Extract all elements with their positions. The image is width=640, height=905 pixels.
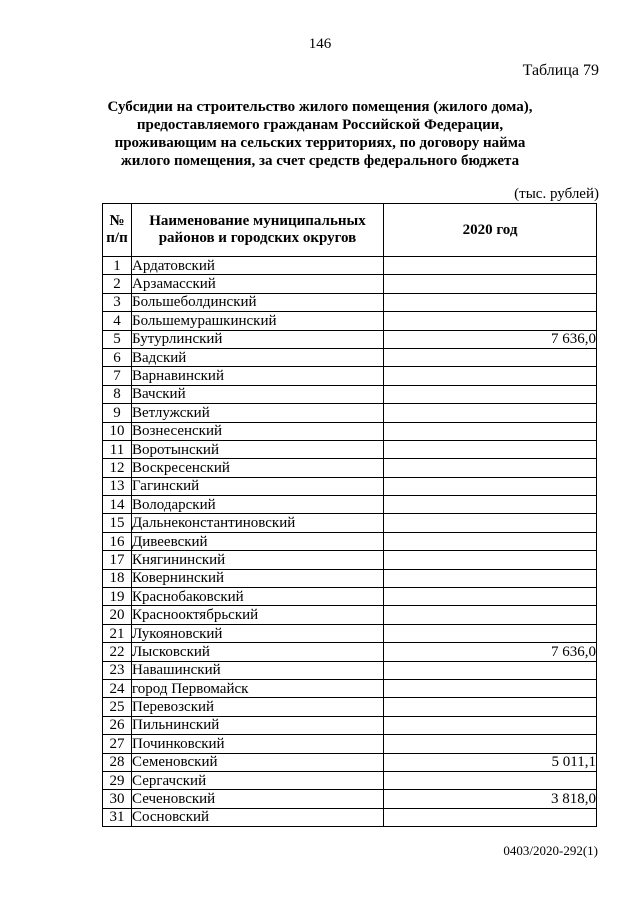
district-name-cell: Починковский [132,735,384,753]
district-name-cell: Семеновский [132,753,384,771]
subsidy-value-cell [384,551,597,569]
row-number-cell: 24 [103,679,132,697]
row-number-cell: 23 [103,661,132,679]
district-name-cell: Лукояновский [132,624,384,642]
table-row [103,440,597,458]
row-number-cell: 16 [103,532,132,550]
subsidy-value-cell [384,808,597,826]
row-number-cell: 1 [103,257,132,275]
subsidy-value-cell [384,496,597,514]
subsidy-value-cell [384,661,597,679]
district-name-cell: Ветлужский [132,404,384,422]
subsidy-value-cell [384,679,597,697]
subsidy-value-cell [384,348,597,366]
subsidy-value-cell [384,532,597,550]
subsidy-value-cell: 7 636,0 [384,643,597,661]
subsidy-value-cell [384,606,597,624]
subsidy-value-cell [384,367,597,385]
row-number-cell: 7 [103,367,132,385]
row-number-cell: 29 [103,771,132,789]
district-name-cell: Арзамасский [132,275,384,293]
header-num: № п/п [103,204,132,257]
district-name-cell: Дальнеконстантиновский [132,514,384,532]
district-name-cell: Краснооктябрьский [132,606,384,624]
subsidy-value-cell [384,477,597,495]
table-row [103,404,597,422]
subsidy-value-cell [384,771,597,789]
subsidy-value-cell [384,514,597,532]
subsidy-value-cell [384,588,597,606]
district-name-cell: Володарский [132,496,384,514]
district-name-cell: Большеболдинский [132,293,384,311]
subsidy-value-cell [384,459,597,477]
table-row [103,661,597,679]
district-name-cell: Воскресенский [132,459,384,477]
row-number-cell: 6 [103,348,132,366]
table-row [103,532,597,550]
subsidy-value-cell [384,624,597,642]
subsidy-value-cell [384,257,597,275]
table-row [103,569,597,587]
table-row [103,312,597,330]
row-number-cell: 18 [103,569,132,587]
row-number-cell: 8 [103,385,132,403]
district-name-cell: Навашинский [132,661,384,679]
row-number-cell: 17 [103,551,132,569]
table-row [103,753,597,771]
subsidy-value-cell [384,698,597,716]
table-row [103,514,597,532]
subsidy-value-cell [384,404,597,422]
row-number-cell: 10 [103,422,132,440]
header-name: Наименование муниципальных районов и городских округов [132,204,384,257]
table-row [103,698,597,716]
row-number-cell: 5 [103,330,132,348]
row-number-cell: 28 [103,753,132,771]
district-name-cell: Вачский [132,385,384,403]
footer-code: 0403/2020-292(1) [503,843,598,858]
district-name-cell: Большемурашкинский [132,312,384,330]
table-row [103,551,597,569]
table-row [103,808,597,826]
row-number-cell: 19 [103,588,132,606]
row-number-cell: 13 [103,477,132,495]
row-number-cell: 15 [103,514,132,532]
table-row [103,716,597,734]
subsidy-value-cell [384,312,597,330]
district-name-cell: Лысковский [132,643,384,661]
row-number-cell: 27 [103,735,132,753]
row-number-cell: 21 [103,624,132,642]
district-name-cell: Воротынский [132,440,384,458]
page-number: 146 [308,36,332,52]
table-row [103,624,597,642]
table-row [103,606,597,624]
table-row [103,385,597,403]
district-name-cell: Краснобаковский [132,588,384,606]
subsidy-value-cell: 5 011,1 [384,753,597,771]
table-header-row [103,204,597,257]
table-label: Таблица 79 [522,62,599,79]
table-row [103,275,597,293]
row-number-cell: 30 [103,790,132,808]
subsidy-value-cell [384,275,597,293]
district-name-cell: Перевозский [132,698,384,716]
row-number-cell: 11 [103,440,132,458]
table-row [103,679,597,697]
table-row [103,459,597,477]
subsidy-value-cell: 7 636,0 [384,330,597,348]
table-row [103,496,597,514]
table-row [103,790,597,808]
subsidy-value-cell [384,422,597,440]
subsidy-value-cell: 3 818,0 [384,790,597,808]
document-title: Субсидии на строительство жилого помещения (жилого дома), предоставляемого гражданам Российской Федерации, проживающим на сельских территориях, по договору найма жилого помещения, за счет средств федерального бюджета [107,99,533,169]
row-number-cell: 25 [103,698,132,716]
subsidy-value-cell [384,440,597,458]
subsidy-value-cell [384,569,597,587]
table-row [103,477,597,495]
subsidy-value-cell [384,293,597,311]
table-row [103,330,597,348]
district-name-cell: Сеченовский [132,790,384,808]
subsidy-value-cell [384,735,597,753]
district-name-cell: Гагинский [132,477,384,495]
table-row [103,348,597,366]
row-number-cell: 4 [103,312,132,330]
table-row [103,257,597,275]
table-row [103,588,597,606]
table-body [103,257,597,827]
district-name-cell: Пильнинский [132,716,384,734]
subsidy-value-cell [384,716,597,734]
units-label: (тыс. рублей) [514,186,599,202]
table-row [103,422,597,440]
row-number-cell: 26 [103,716,132,734]
row-number-cell: 31 [103,808,132,826]
district-name-cell: Вознесенский [132,422,384,440]
table-row [103,735,597,753]
district-name-cell: Ковернинский [132,569,384,587]
subsidy-table [102,203,597,827]
district-name-cell: Сергачский [132,771,384,789]
district-name-cell: Сосновский [132,808,384,826]
row-number-cell: 2 [103,275,132,293]
district-name-cell: Варнавинский [132,367,384,385]
subsidy-value-cell [384,385,597,403]
district-name-cell: Бутурлинский [132,330,384,348]
table-row [103,643,597,661]
row-number-cell: 12 [103,459,132,477]
row-number-cell: 14 [103,496,132,514]
district-name-cell: Княгининский [132,551,384,569]
table-row [103,771,597,789]
district-name-cell: город Первомайск [132,679,384,697]
row-number-cell: 9 [103,404,132,422]
district-name-cell: Ардатовский [132,257,384,275]
table-row [103,367,597,385]
row-number-cell: 3 [103,293,132,311]
district-name-cell: Дивеевский [132,532,384,550]
row-number-cell: 22 [103,643,132,661]
row-number-cell: 20 [103,606,132,624]
table-row [103,293,597,311]
district-name-cell: Вадский [132,348,384,366]
header-value: 2020 год [384,204,597,257]
